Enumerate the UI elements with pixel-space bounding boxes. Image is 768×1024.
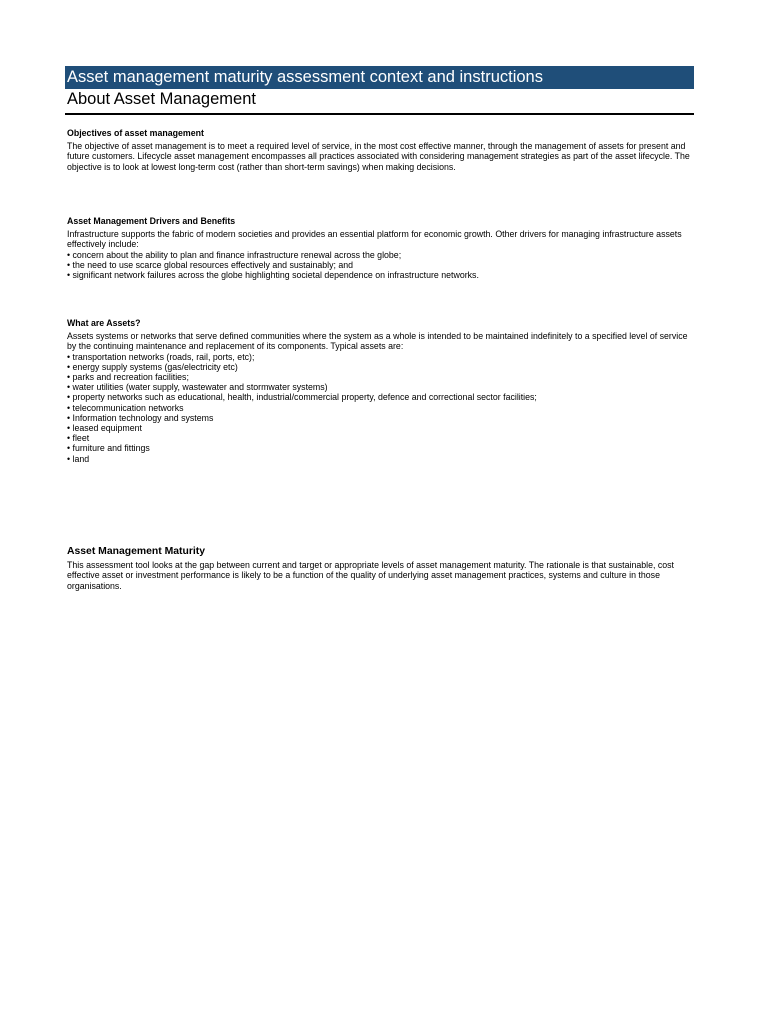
maturity-section — [67, 545, 697, 591]
objectives-section — [67, 128, 697, 172]
banner-title: Asset management maturity assessment context and instructions — [65, 66, 694, 89]
list-item: • leased equipment — [67, 423, 697, 433]
list-item: • telecommunication networks — [67, 403, 697, 413]
drivers-intro: Infrastructure supports the fabric of modern societies and provides an essential platform for economic growth. Other drivers for managing infrastructure assets effectively include: — [67, 229, 682, 250]
list-item: • furniture and fittings — [67, 443, 697, 453]
drivers-body — [67, 229, 697, 280]
assets-list — [67, 352, 697, 464]
maturity-text: This assessment tool looks at the gap between current and target or appropriate levels of asset management maturity. The rationale is that sustainable, cost effective asset or investment performance is likely to be a function of the quality of underlying asset management practices, systems and culture in those organisations. — [67, 560, 674, 591]
list-item: • Information technology and systems — [67, 413, 697, 423]
list-item: • concern about the ability to plan and finance infrastructure renewal across the globe; — [67, 250, 697, 260]
objectives-text: The objective of asset management is to meet a required level of service, in the most cost effective manner, through the management of assets for present and future customers. Lifecycle asset management encompasses all practices associated with considering management strategies as part of the asset lifecycle. The objective is to look at lowest long-term cost (rather than short-term savings) when making decisions. — [67, 141, 690, 172]
list-item: • energy supply systems (gas/electricity etc) — [67, 362, 697, 372]
list-item: • property networks such as educational, health, industrial/commercial property, defence and correctional sector facilities; — [67, 392, 697, 402]
objectives-heading: Objectives of asset management — [67, 128, 204, 138]
maturity-body — [67, 560, 697, 591]
drivers-heading: Asset Management Drivers and Benefits — [67, 216, 236, 226]
list-item: • transportation networks (roads, rail, ports, etc); — [67, 352, 697, 362]
list-item: • fleet — [67, 433, 697, 443]
drivers-list — [67, 250, 697, 281]
list-item: • land — [67, 454, 697, 464]
list-item: • water utilities (water supply, wastewater and stormwater systems) — [67, 382, 697, 392]
drivers-section — [67, 216, 697, 280]
list-item: • the need to use scarce global resources effectively and sustainably; and — [67, 260, 697, 270]
list-item: • significant network failures across the globe highlighting societal dependence on infrastructure networks. — [67, 270, 697, 280]
assets-heading: What are Assets? — [67, 318, 141, 328]
maturity-heading: Asset Management Maturity — [67, 546, 205, 557]
page-subtitle: About Asset Management — [67, 90, 256, 108]
assets-body — [67, 331, 697, 464]
objectives-body — [67, 141, 697, 172]
assets-section — [67, 318, 697, 464]
list-item: • parks and recreation facilities; — [67, 372, 697, 382]
title-divider — [65, 113, 694, 115]
assets-intro: Assets systems or networks that serve defined communities where the system as a whole is intended to be maintained indefinitely to a specified level of service by the continuing maintenance and replacement of its components. Typical assets are: — [67, 331, 688, 352]
